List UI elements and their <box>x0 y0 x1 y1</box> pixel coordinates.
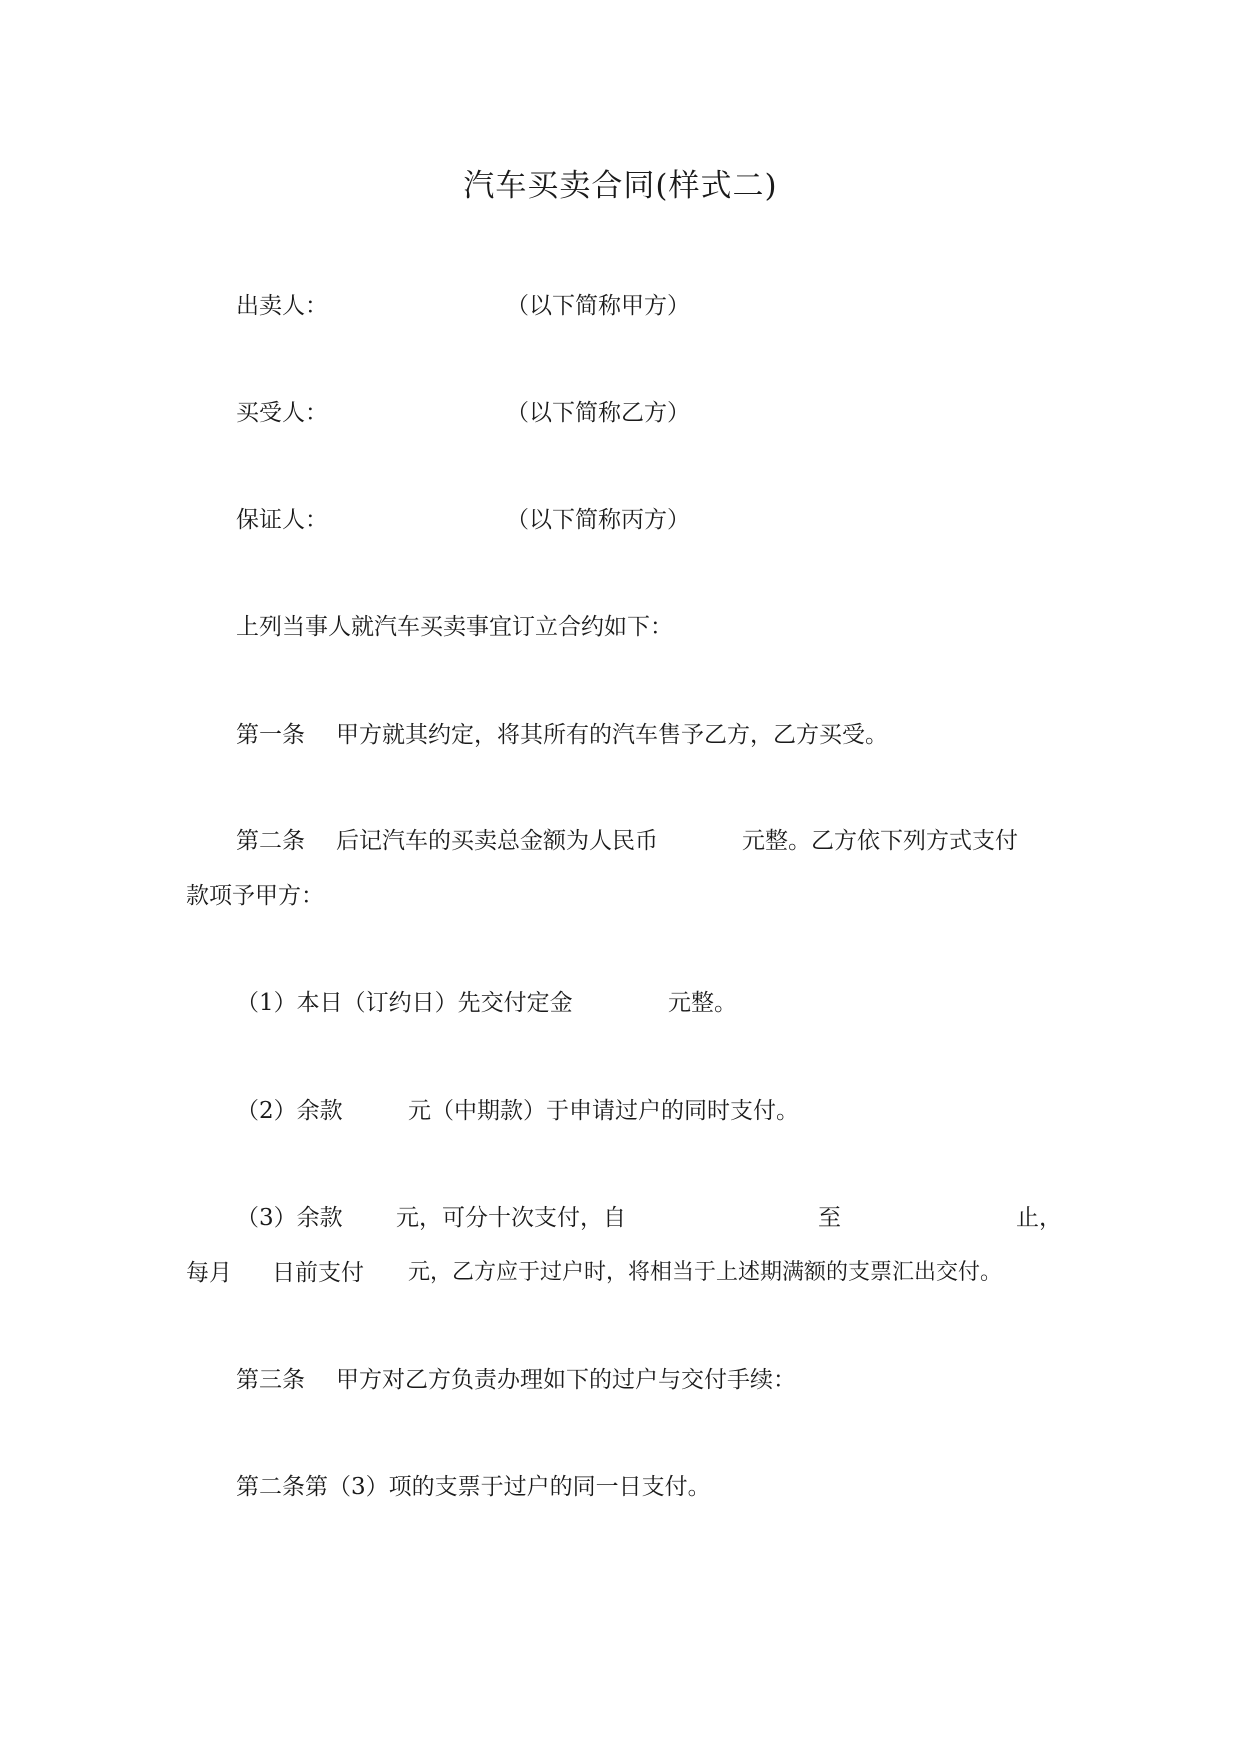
article2-item2-a: （2）余款 <box>236 1098 343 1124</box>
article1-heading: 第一条 <box>236 722 305 748</box>
article2-item3-c: 至 <box>818 1205 841 1231</box>
article2-item3-f: 日前支付 <box>272 1260 364 1286</box>
article2-item3-g: 元，乙方应于过户时，将相当于上述期满额的支票汇出交付。 <box>408 1260 1003 1285</box>
article2-item3-d: 止， <box>1016 1205 1062 1231</box>
article2-item1-b: 元整。 <box>668 990 737 1016</box>
article2-text-b: 元整。乙方依下列方式支付 <box>742 828 1018 854</box>
buyer-label: 买受人： <box>236 400 328 426</box>
seller-label: 出卖人： <box>236 293 328 319</box>
article2-item3-e: 每月 <box>186 1260 232 1286</box>
article3-sub: 第二条第（3）项的支票于过户的同一日支付。 <box>236 1474 711 1500</box>
article2-item2-b: 元（中期款）于申请过户的同时支付。 <box>408 1098 799 1124</box>
article2-heading: 第二条 <box>236 828 305 854</box>
article2-text-a: 后记汽车的买卖总金额为人民币 <box>336 828 658 854</box>
guarantor-alias: （以下简称丙方） <box>506 507 690 533</box>
article1-text: 甲方就其约定，将其所有的汽车售予乙方，乙方买受。 <box>336 722 888 748</box>
document-title: 汽车买卖合同(样式二) <box>463 168 778 204</box>
guarantor-label: 保证人： <box>236 507 328 533</box>
article3-heading: 第三条 <box>236 1367 305 1393</box>
contract-intro: 上列当事人就汽车买卖事宜订立合约如下： <box>236 614 673 640</box>
article3-text: 甲方对乙方负责办理如下的过户与交付手续： <box>336 1367 796 1393</box>
article2-item3-b: 元，可分十次支付，自 <box>396 1205 626 1231</box>
article2-text-c: 款项予甲方： <box>186 883 324 909</box>
buyer-alias: （以下简称乙方） <box>506 400 690 426</box>
article2-item1-a: （1）本日（订约日）先交付定金 <box>236 990 573 1016</box>
seller-alias: （以下简称甲方） <box>506 293 690 319</box>
article2-item3-a: （3）余款 <box>236 1205 343 1231</box>
